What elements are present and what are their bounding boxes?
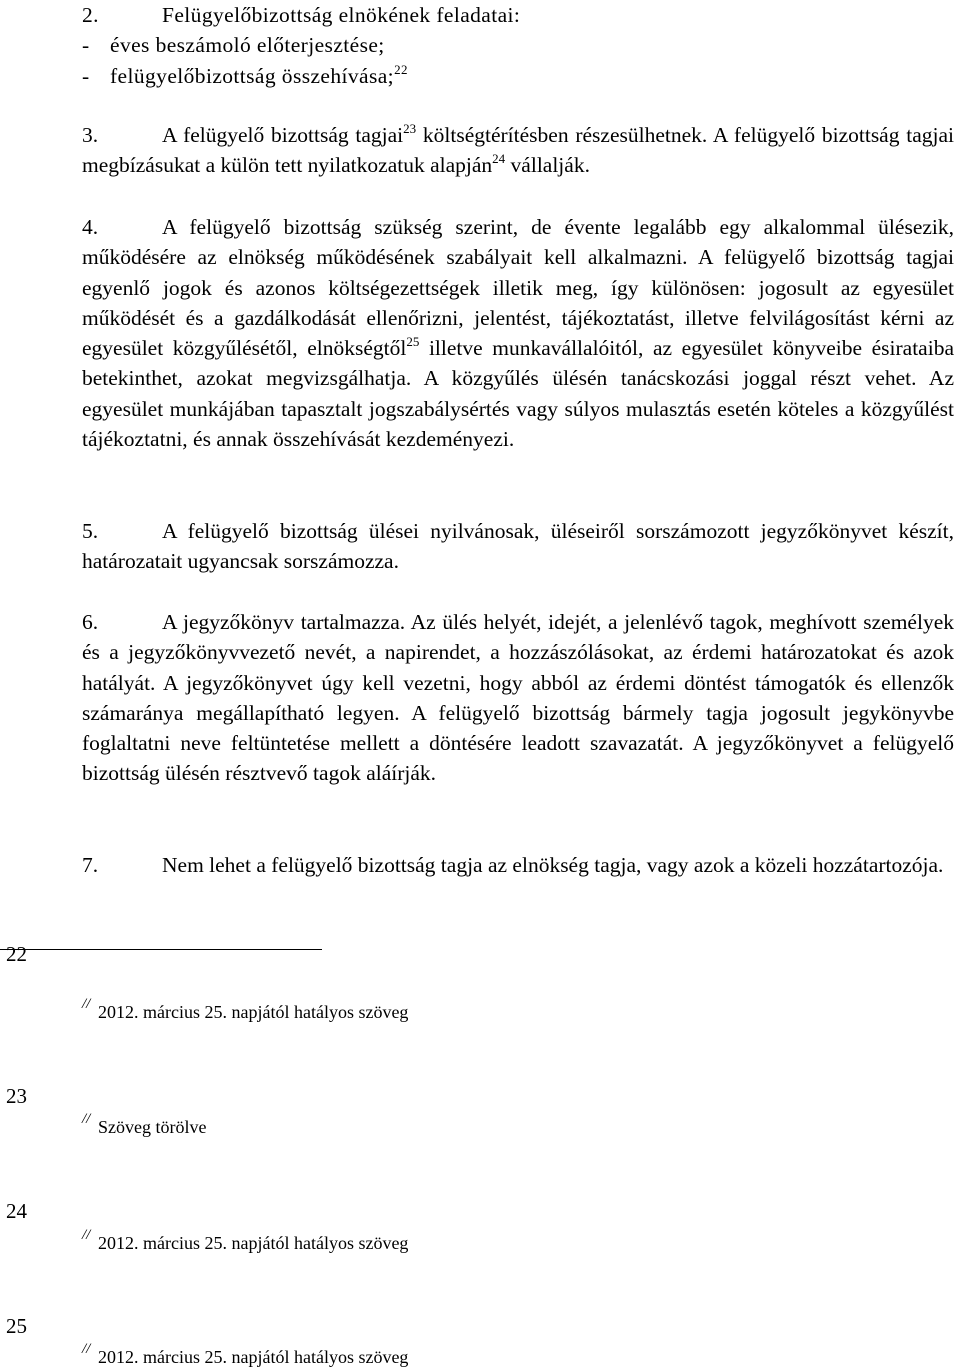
item-4: [82, 212, 954, 454]
item-2: [82, 0, 954, 91]
item-6: [82, 607, 954, 789]
footnote-text: Szöveg törölve: [98, 1117, 207, 1137]
footnote-text: 2012. március 25. napjától hatályos szöveg: [98, 1002, 409, 1022]
item-text: A jegyzőkönyv tartalmazza. Az ülés helyét, idejét, a jelenlévő tagok, meghívott személyek és a jegyzőkönyvvezető nevét, a napirendet, a hozzászólásokat, az érdemi határozatokat és azok hatályát. A jegyzőkönyvet úgy kell vezetni, hogy abból az érdemi döntést támogatók és ellenzők számaránya megállapítható legyen. A felügyelő bizottság bármely tagja jogosult jegykönyvbe foglaltatni neve feltüntetése mellett a döntésére leadott szavazatát. A jegyzőkönyvet a felügyelő bizottság ülésén résztvevő tagok aláírják.: [82, 610, 954, 786]
footnote-text: 2012. március 25. napjától hatályos szöveg: [98, 1347, 409, 1367]
item-number: 3.: [82, 123, 99, 147]
item-text: A felügyelő bizottság szükség szerint, de évente legalább egy alkalommal ülésezik, működésére az elnökség működésének szabályait kell alkalmazni. A felügyelő bizottság tagjai egyenlő jogok és azonos költségezettségek illetik meg, így különösen: jogosult az egyesület működését és a gazdálkodását ellenőrizni, jelentést, tájékoztatást, illetve felvilágosítást kérni az egyesület közgyűlésétől, elnökségtől: [82, 215, 954, 361]
footnote-number: 23: [6, 1084, 27, 1108]
bullet-dash: -: [82, 63, 90, 88]
item-number: 2.: [82, 3, 99, 27]
item-text: illetve munkavállalóitól, az egyesület könyveibe ésirataiba betekinthet, azokat megvizsgálhatja. A közgyűlés ülésén tanácskozási joggal részt vehet. Az egyesület munkájában tapasztalt jogszabálysértés vagy súlyos mulasztás esetén köteles a közgyűlést tájékoztatni, és annak összehívását kezdeményezi.: [82, 336, 954, 452]
footnote-number: 25: [6, 1314, 27, 1338]
footnote-mark: //: [82, 1227, 91, 1243]
footnote-mark: //: [82, 1111, 91, 1127]
footnote-separator: [0, 949, 322, 950]
item-text: Felügyelőbizottság elnökének feladatai:: [162, 3, 521, 27]
bullet-dash: -: [82, 33, 90, 58]
footnote-mark: //: [82, 996, 91, 1012]
item-number: 5.: [82, 519, 99, 543]
item-5: [82, 516, 954, 577]
footnote-ref[interactable]: 24: [492, 151, 506, 167]
bullet-text: felügyelőbizottság összehívása;: [110, 63, 395, 88]
item-text: A felügyelő bizottság ülései nyilvánosak, üléseiről sorszámozott jegyzőkönyvet készít, határozatait ugyancsak sorszámozza.: [82, 519, 954, 574]
item-3: [82, 120, 954, 181]
item-text: A felügyelő bizottság tagjai: [162, 123, 404, 147]
footnote-mark: //: [82, 1341, 91, 1357]
item-number: 7.: [82, 853, 99, 877]
item-number: 6.: [82, 610, 99, 634]
item-number: 4.: [82, 215, 99, 239]
item-7: [82, 850, 954, 880]
footnote-number: 24: [6, 1199, 27, 1223]
item-text: vállalják.: [505, 153, 590, 178]
footnote-number: 22: [6, 942, 27, 966]
footnote-text: 2012. március 25. napjától hatályos szöveg: [98, 1233, 409, 1253]
bullet-text: éves beszámoló előterjesztése;: [110, 33, 385, 58]
item-text: Nem lehet a felügyelő bizottság tagja az elnökség tagja, vagy azok a közeli hozzátartozója.: [162, 853, 944, 877]
item-text: költségtérítésben részesülhetnek. A felügyelő bizottság tagjai megbízásukat a külön tett nyilatkozatuk alapján: [82, 123, 954, 178]
footnote-ref[interactable]: 23: [403, 121, 417, 136]
footnote-ref[interactable]: 22: [394, 61, 408, 77]
footnote-ref[interactable]: 25: [406, 334, 420, 350]
